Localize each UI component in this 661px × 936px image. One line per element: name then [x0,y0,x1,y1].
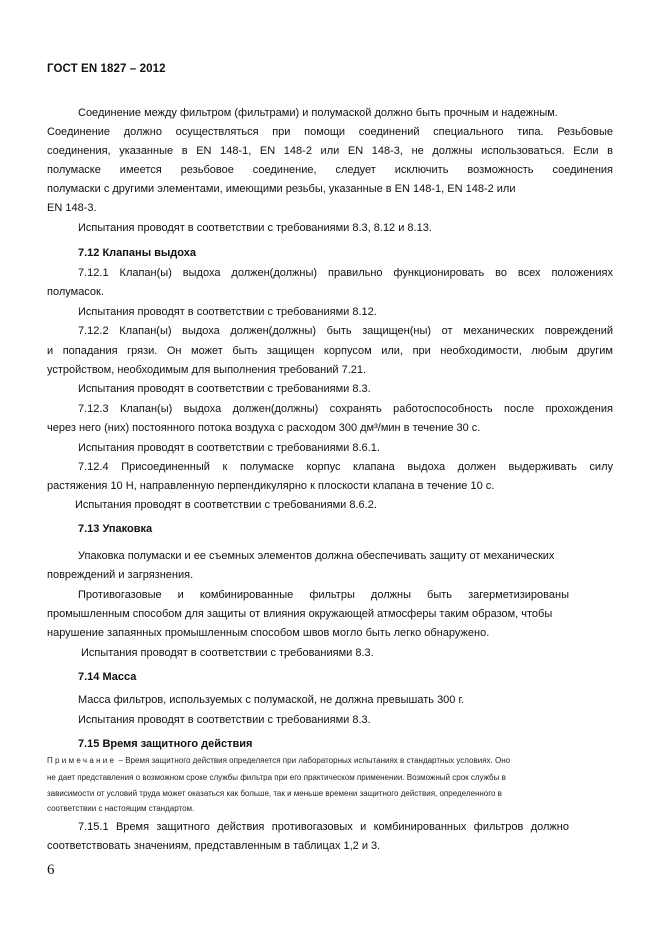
test-reference: Испытания проводят в соответствии с требованиями 8.3. [78,714,371,726]
note-label: Примечание [47,756,117,765]
paragraph-line: 7.12.2 Клапан(ы) выдоха должен(должны) быть защищен(ны) от механических повреждений [78,325,613,337]
paragraph-line: 7.15.1 Время защитного действия противогазовых и комбинированных фильтров должно [78,821,569,833]
document-header: ГОСТ EN 1827 – 2012 [47,63,166,75]
paragraph-line: Соединение между фильтром (фильтрами) и полумаской должно быть прочным и надежным. [78,107,558,119]
section-heading: 7.14 Масса [78,671,137,683]
paragraph-line: Противогазовые и комбинированные фильтры должны быть загерметизированы [78,589,569,601]
test-reference: Испытания проводят в соответствии с требованиями 8.3, 8.12 и 8.13. [78,222,432,234]
paragraph-line: полумасок. [47,286,104,298]
note-text: – Время защитного действия определяется при лабораторных испытаниях в стандартных условиях. Оно [116,756,511,765]
section-heading: 7.15 Время защитного действия [78,738,253,750]
paragraph-line: нарушение запаянных промышленным способом швов могло быть легко обнаружено. [47,627,490,639]
paragraph-line: промышленным способом для защиты от влияния окружающей атмосферы таким образом, чтобы [47,608,553,620]
note-line: зависимости от условий труда может оказаться как больше, так и меньше времени защитного действия, определенного в [47,789,502,798]
paragraph-line: повреждений и загрязнения. [47,569,194,581]
paragraph-line: Соединение должно осуществляться при помощи соединений специального типа. Резьбовые [47,126,613,138]
paragraph-line: соединения, указанные в EN 148-1, EN 148-2 или EN 148-3, не должны использоваться. Если в [47,145,613,157]
test-reference: Испытания проводят в соответствии с требованиями 8.6.2. [75,499,377,511]
note-line [47,755,510,766]
paragraph-line: устройством, необходимым для выполнения требований 7.21. [47,364,367,376]
paragraph-line: полумаски с другими элементами, имеющими резьбы, указанные в EN 148-1, EN 148-2 или [47,183,516,195]
paragraph-line: 7.12.4 Присоединенный к полумаске корпус клапана выдоха должен выдерживать силу [78,461,613,473]
page-number: 6 [47,862,55,878]
test-reference: Испытания проводят в соответствии с требованиями 8.12. [78,306,377,318]
paragraph-line: растяжения 10 Н, направленную перпендикулярно к плоскости клапана в течение 10 с. [47,480,495,492]
section-heading: 7.13 Упаковка [78,523,153,535]
test-reference: Испытания проводят в соответствии с требованиями 8.3. [78,383,371,395]
paragraph-line: соответствовать значениям, представленным в таблицах 1,2 и 3. [47,840,381,852]
section-heading: 7.12 Клапаны выдоха [78,247,196,259]
paragraph-line: 7.12.1 Клапан(ы) выдоха должен(должны) правильно функционировать во всех положениях [78,267,613,279]
paragraph-line: Упаковка полумаски и ее съемных элементов должна обеспечивать защиту от механических [78,550,555,562]
paragraph-line: Масса фильтров, используемых с полумаской, не должна превышать 300 г. [78,694,465,706]
paragraph-line: 7.12.3 Клапан(ы) выдоха должен(должны) сохранять работоспособность после прохождения [78,403,613,415]
test-reference: Испытания проводят в соответствии с требованиями 8.6.1. [78,442,380,454]
note-line: соответствии с настоящим стандартом. [47,804,195,813]
paragraph-line: EN 148-3. [47,202,97,214]
paragraph-line: и попадания грязи. Он может быть защищен корпусом или, при необходимости, любым другим [47,345,613,357]
test-reference: Испытания проводят в соответствии с требованиями 8.3. [81,647,374,659]
paragraph-line: полумаске имеется резьбовое соединение, следует исключить возможность соединения [47,164,613,176]
paragraph-line: через него (них) постоянного потока воздуха с расходом 300 дм³/мин в течение 30 с. [47,422,481,434]
note-line: не дает представления о возможном сроке службы фильтра при его практическом применении. Возможный срок службы в [47,773,506,782]
